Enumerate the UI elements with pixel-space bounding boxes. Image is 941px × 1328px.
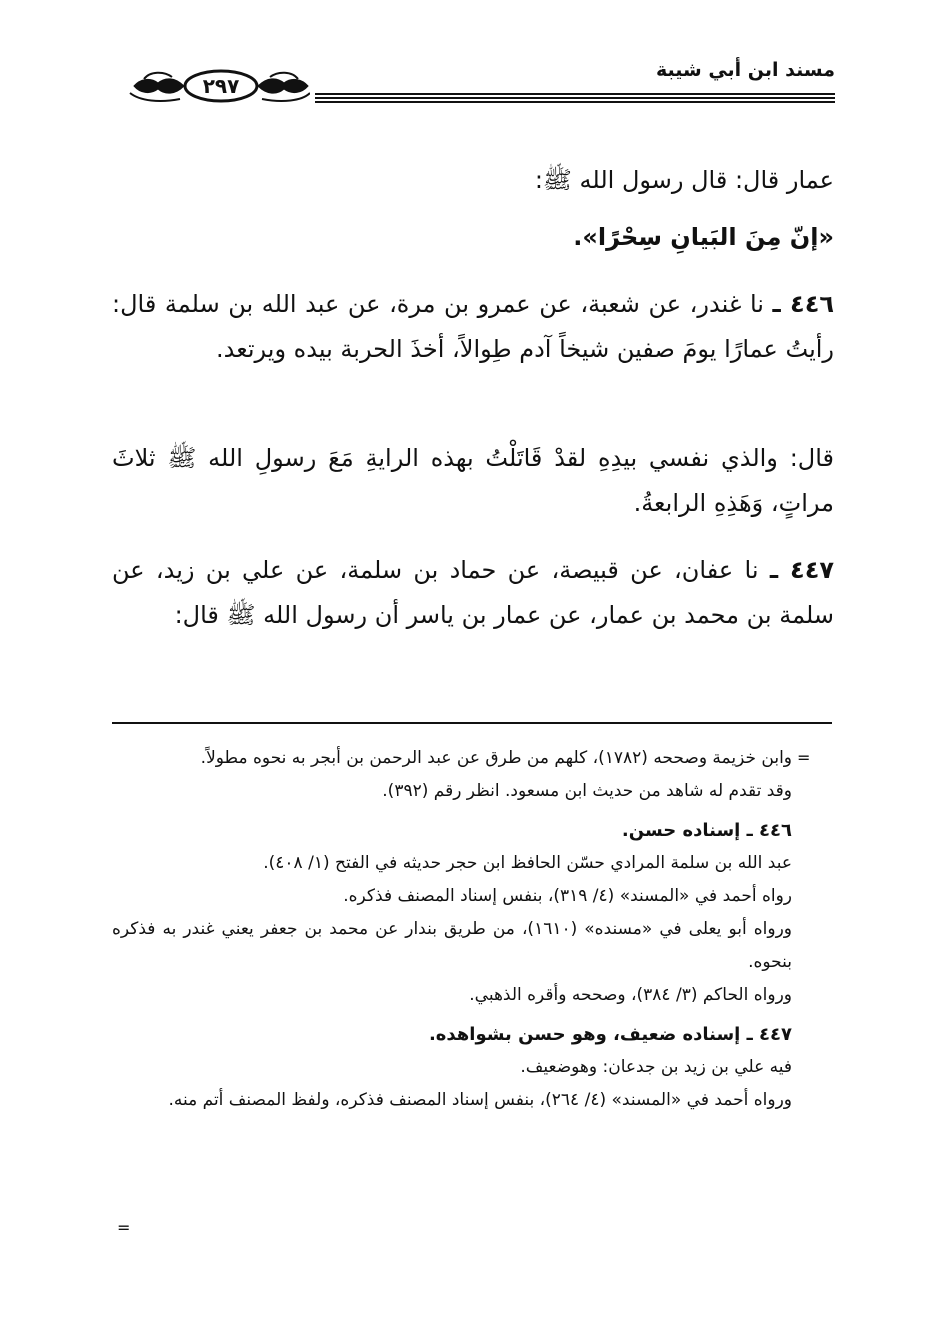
header-rule	[315, 93, 835, 109]
hadith-text: نا عفان، عن قبيصة، عن حماد بن سلمة، عن علي بن زيد، عن سلمة بن محمد بن عمار، عن عمار بن ياسر أن رسول الله ﷺ قال:	[112, 556, 834, 629]
footnote-line: ورواه الحاكم (٣/ ٣٨٤)، وصححه وأقره الذهبي.	[469, 985, 792, 1005]
footnote-line: ورواه أحمد في «المسند» (٤/ ٢٦٤)، بنفس إسناد المصنف فذكره، ولفظ المصنف أتم منه.	[168, 1090, 792, 1110]
hadith-446-quote	[112, 436, 834, 526]
hadith-447	[112, 548, 834, 638]
footnote-line: وابن خزيمة وصححه (١٧٨٢)، كلهم من طرق عن عبد الرحمن بن أبجر به نحوه مطولاً.	[200, 748, 792, 768]
end-continuation-mark: =	[117, 1218, 131, 1237]
continuation-mark: =	[797, 748, 811, 767]
text-line: عمار قال: قال رسول الله ﷺ:	[534, 166, 834, 194]
footnote-heading: ٤٤٦ ـ إسناده حسن.	[621, 820, 792, 841]
footnotes	[112, 742, 832, 1117]
hadith-number: ٤٤٧ ـ	[769, 556, 834, 584]
page-number: ٢٩٧	[202, 74, 240, 98]
hadith-text: نا غندر، عن شعبة، عن عمرو بن مرة، عن عبد الله بن سلمة قال: رأيتُ عمارًا يومَ صفين شيخاً آدم طِوالاً، أخذَ الحربة بيده ويرتعد.	[112, 290, 834, 363]
footnote-line: ورواه أبو يعلى في «مسنده» (١٦١٠)، من طريق بندار عن محمد بن جعفر يعني غندر به فذكره بنحوه.	[112, 919, 792, 972]
footnote-line: رواه أحمد في «المسند» (٤/ ٣١٩)، بنفس إسناد المصنف فذكره.	[343, 886, 792, 906]
footnote-line: عبد الله بن سلمة المرادي حسّن الحافظ ابن حجر حديثه في الفتح (١/ ٤٠٨).	[263, 853, 792, 873]
footnote-separator	[112, 722, 832, 724]
page-header	[110, 55, 835, 115]
hadith-text: قال: والذي نفسي بيدِهِ لقدْ قَاتَلْتُ بهذه الرايةِ مَعَ رسولِ الله ﷺ ثلاثَ مراتٍ، وَهَذِهِ الرابعةُ.	[112, 444, 834, 517]
footnote-line: فيه علي بن زيد بن جدعان: وهوضعيف.	[520, 1057, 792, 1077]
hadith-number: ٤٤٦ ـ	[772, 290, 834, 318]
footnote-heading: ٤٤٧ ـ إسناده ضعيف، وهو حسن بشواهده.	[428, 1024, 792, 1045]
footnote-line: وقد تقدم له شاهد من حديث ابن مسعود. انظر رقم (٣٩٢).	[382, 781, 792, 801]
hadith-446	[112, 282, 834, 372]
main-text-block-1	[112, 158, 834, 260]
page-number-ornament	[120, 63, 310, 111]
hadith-quote: «إنّ مِنَ البَيانِ سِحْرًا».	[573, 223, 834, 251]
book-title: مسند ابن أبي شيبة	[655, 59, 835, 81]
